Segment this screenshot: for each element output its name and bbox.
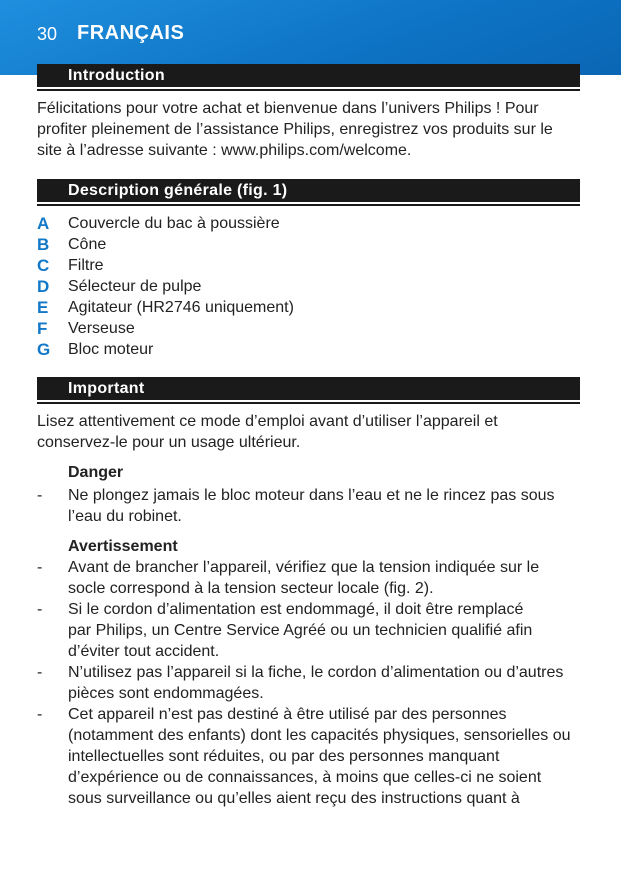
list-item bbox=[37, 704, 587, 809]
part-letter: B bbox=[37, 235, 50, 254]
text-line: d’éviter tout accident. bbox=[68, 643, 220, 660]
part-label: Sélecteur de pulpe bbox=[68, 278, 202, 295]
section-bar-important bbox=[37, 377, 580, 402]
part-letter: E bbox=[37, 298, 49, 317]
warning-heading: Avertissement bbox=[68, 538, 178, 555]
list-item bbox=[37, 234, 587, 255]
part-label: Agitateur (HR2746 uniquement) bbox=[68, 299, 294, 316]
text-line: profiter pleinement de l’assistance Philips, enregistrez vos produits sur le bbox=[37, 121, 553, 138]
list-item bbox=[37, 599, 587, 662]
page-number: 30 bbox=[37, 24, 58, 44]
text-line: Cet appareil n’est pas destiné à être utilisé par des personnes bbox=[68, 706, 507, 723]
text-line: socle correspond à la tension secteur locale (fig. 2). bbox=[68, 580, 434, 597]
text-line: d’expérience ou de connaissances, à moins que celles-ci ne soient bbox=[68, 769, 542, 786]
bullet-dash: - bbox=[37, 559, 43, 576]
danger-heading: Danger bbox=[68, 464, 124, 481]
part-label: Filtre bbox=[68, 257, 104, 274]
part-label: Couvercle du bac à poussière bbox=[68, 215, 280, 232]
part-label: Bloc moteur bbox=[68, 341, 154, 358]
text-line: Ne plongez jamais le bloc moteur dans l’eau et ne le rincez pas sous bbox=[68, 487, 555, 504]
text-line: l’eau du robinet. bbox=[68, 508, 182, 525]
part-letter: D bbox=[37, 277, 50, 296]
part-letter: A bbox=[37, 214, 50, 233]
part-letter: F bbox=[37, 319, 48, 338]
text-line: intellectuelles sont réduites, ou par des personnes manquant bbox=[68, 748, 500, 765]
text-line: par Philips, un Centre Service Agréé ou un technicien qualifié afin bbox=[68, 622, 533, 639]
part-label: Verseuse bbox=[68, 320, 135, 337]
section-title-important: Important bbox=[68, 380, 145, 397]
text-line: sous surveillance ou qu’elles aient reçu des instructions quant à bbox=[68, 790, 520, 807]
section-title-description: Description générale (fig. 1) bbox=[68, 182, 288, 199]
list-item bbox=[37, 213, 587, 234]
text-line: pièces sont endommagées. bbox=[68, 685, 264, 702]
introduction-text bbox=[37, 98, 587, 161]
list-item bbox=[37, 297, 587, 318]
text-line: Si le cordon d’alimentation est endommagé, il doit être remplacé bbox=[68, 601, 524, 618]
language-title: FRANÇAIS bbox=[77, 22, 185, 44]
list-item bbox=[37, 662, 587, 704]
part-label: Cône bbox=[68, 236, 107, 253]
section-bar-description bbox=[37, 179, 580, 204]
bullet-dash: - bbox=[37, 664, 43, 681]
part-letter: C bbox=[37, 256, 50, 275]
list-item bbox=[37, 557, 587, 599]
bullet-dash: - bbox=[37, 706, 43, 723]
text-line: Félicitations pour votre achat et bienvenue dans l’univers Philips ! Pour bbox=[37, 100, 539, 117]
bullet-dash: - bbox=[37, 487, 43, 504]
bullet-dash: - bbox=[37, 601, 43, 618]
important-intro bbox=[37, 411, 587, 453]
text-line: N’utilisez pas l’appareil si la fiche, le cordon d’alimentation ou d’autres bbox=[68, 664, 564, 681]
list-item bbox=[37, 255, 587, 276]
list-item bbox=[37, 339, 587, 360]
list-item bbox=[37, 485, 587, 527]
list-item bbox=[37, 318, 587, 339]
text-line: conservez-le pour un usage ultérieur. bbox=[37, 434, 301, 451]
section-bar-introduction bbox=[37, 64, 580, 89]
text-line: site à l’adresse suivante : www.philips.com/welcome. bbox=[37, 142, 412, 159]
text-line: Avant de brancher l’appareil, vérifiez que la tension indiquée sur le bbox=[68, 559, 540, 576]
text-line: (notamment des enfants) dont les capacités physiques, sensorielles ou bbox=[68, 727, 571, 744]
parts-legend bbox=[37, 213, 587, 360]
list-item bbox=[37, 276, 587, 297]
section-title-introduction: Introduction bbox=[68, 67, 165, 84]
text-line: Lisez attentivement ce mode d’emploi avant d’utiliser l’appareil et bbox=[37, 413, 498, 430]
part-letter: G bbox=[37, 340, 51, 359]
